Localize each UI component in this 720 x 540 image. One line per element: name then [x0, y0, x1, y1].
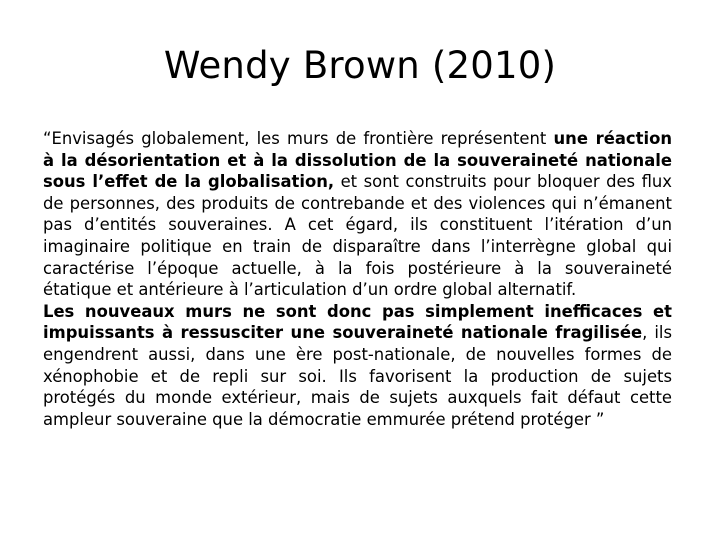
quote-paragraph-2 [43, 301, 672, 431]
quote-body [43, 128, 672, 430]
quote-paragraph-1 [43, 128, 672, 301]
slide-title: Wendy Brown (2010) [163, 44, 557, 87]
quote-text: et sont construits pour bloquer des flux de personnes, des produits de contrebande et des violences qui n’émanent pas d’entités souveraines. A cet égard, ils constituent l’itération d’un imaginaire politique en train de disparaître dans l’interrègne global qui caractérise l’époque actuelle, à la fois postérieure à la souveraineté étatique et antérieure à l’articulation d’un ordre global alternatif. [43, 172, 672, 300]
quote-text: “Envisagés globalement, les murs de frontière représentent [43, 129, 554, 148]
quote-emphasis: une réaction à la désorientation et à la dissolution de la souveraineté nationale sous l’effet de la globalisation, [43, 129, 672, 192]
quote-text: , ils engendrent aussi, dans une ère post-nationale, de nouvelles formes de xénophobie et de repli sur soi. Ils favorisent la production de sujets protégés du monde extérieur, mais de sujets auxquels fait défaut cette ampleur souveraine que la démocratie emmurée prétend protéger ” [43, 323, 672, 429]
quote-emphasis: Les nouveaux murs ne sont donc pas simplement inefficaces et impuissants à ressusciter une souveraineté nationale fragilisée [43, 301, 672, 343]
